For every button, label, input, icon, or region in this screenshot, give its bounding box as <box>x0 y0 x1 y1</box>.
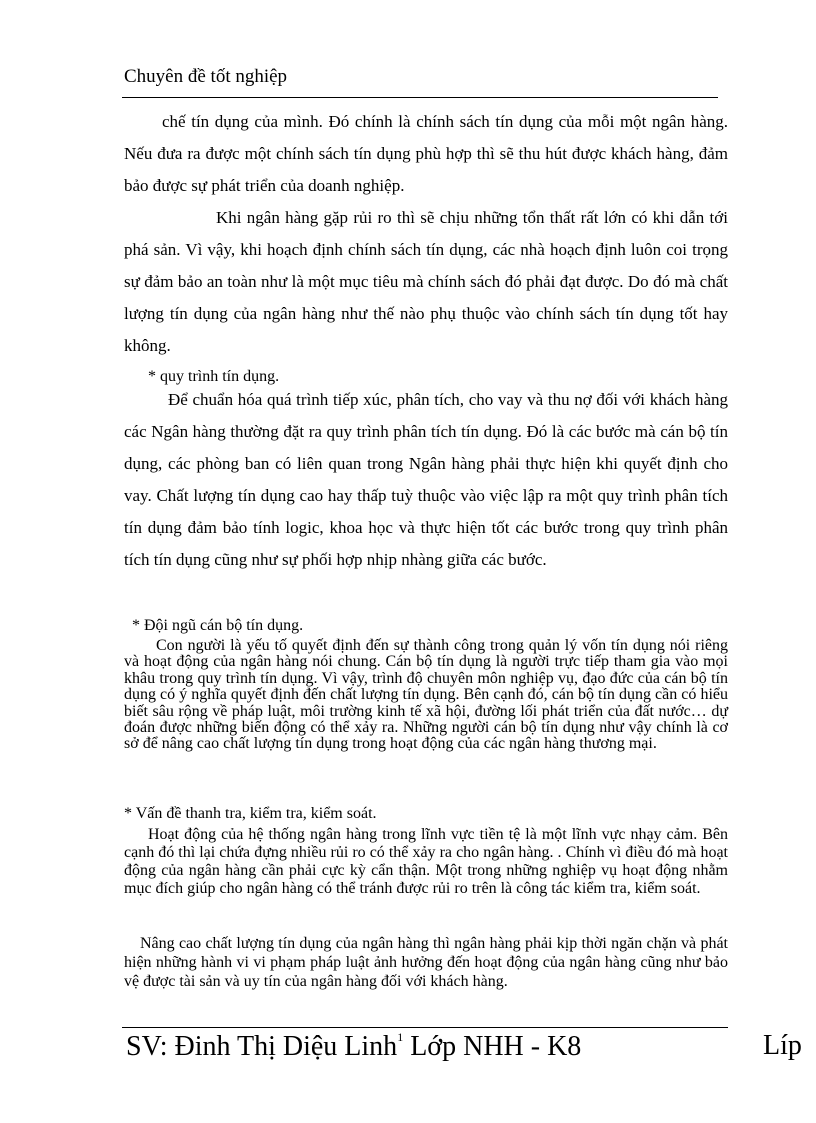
paragraph-5: Hoạt động của hệ thống ngân hàng trong lĩnh vực tiền tệ là một lĩnh vực nhạy cảm. Bên cạnh đó thì lại chứa đựng nhiều rủi ro có thể xảy ra cho ngân hàng. . Chính vì điều đó mà hoạt động của ngân hàng cần phải cực kỳ cẩn thận. Một trong những nghiệp vụ hoạt động nhằm mục đích giúp cho ngân hàng có thể tránh được rủi ro trên là công tác kiểm tra, kiểm soát. <box>124 826 728 897</box>
paragraph-2: Khi ngân hàng gặp rủi ro thì sẽ chịu những tổn thất rất lớn có khi dẫn tới phá sản. Vì vậy, khi hoạch định chính sách tín dụng, các nhà hoạch định luôn coi trọng sự đảm bảo an toàn như là một mục tiêu mà chính sách đó phải đạt được. Do đó mà chất lượng tín dụng của ngân hàng như thế nào phụ thuộc vào chính sách tín dụng tốt hay không. <box>124 208 728 355</box>
page-header-title: Chuyên đề tốt nghiệp <box>124 66 288 87</box>
paragraph-4: Con người là yếu tố quyết định đến sự thành công trong quản lý vốn tín dụng nói riêng và hoạt động của ngân hàng nói chung. Cán bộ tín dụng là người trực tiếp tham gia vào mọi khâu trong quy trình tín dụng. Vì vậy, trình độ chuyên môn nghiệp vụ, đạo đức của cán bộ tín dụng có ý nghĩa quyết định đến chất lượng tín dụng. Bên cạnh đó, cán bộ tín dụng cần có hiểu biết sâu rộng về pháp luật, môi trường kinh tế xã hội, đường lối phát triển của đất nước… dự đoán được những biến động có thể xảy ra. Những người cán bộ tín dụng như vậy chính là cơ sở để nâng cao chất lượng tín dụng trong hoạt động của các ngân hàng thương mại. <box>124 637 728 753</box>
footer-rule <box>122 1027 728 1028</box>
footer-right-text: Líp <box>763 1030 802 1061</box>
footer-student-class <box>126 1030 581 1063</box>
section-heading-credit-staff: * Đội ngũ cán bộ tín dụng. <box>132 617 304 634</box>
footer-class-name: Lớp NHH - K8 <box>410 1031 582 1062</box>
footer-student-name: SV: Đinh Thị Diệu Linh <box>126 1031 398 1062</box>
section-heading-inspection: * Vấn đề thanh tra, kiểm tra, kiểm soát. <box>124 805 377 822</box>
paragraph-6: Nâng cao chất lượng tín dụng của ngân hàng thì ngân hàng phải kịp thời ngăn chặn và phát hiện những hành vi vi phạm pháp luật ảnh hưởng đến hoạt động của ngân hàng cũng như bảo vệ được tài sản và uy tín của ngân hàng đối với khách hàng. <box>124 935 728 990</box>
header-rule <box>122 97 718 98</box>
paragraph-1: chế tín dụng của mình. Đó chính là chính sách tín dụng của mỗi một ngân hàng. Nếu đưa ra được một chính sách tín dụng phù hợp thì sẽ thu hút được khách hàng, đảm bảo được sự phát triển của doanh nghiệp. <box>124 112 728 195</box>
section-heading-credit-process: * quy trình tín dụng. <box>148 368 280 385</box>
paragraph-3: Để chuẩn hóa quá trình tiếp xúc, phân tích, cho vay và thu nợ đối với khách hàng các Ngân hàng thường đặt ra quy trình phân tích tín dụng. Đó là các bước mà cán bộ tín dụng, các phòng ban có liên quan trong Ngân hàng phải thực hiện khi quyết định cho vay. Chất lượng tín dụng cao hay thấp tuỳ thuộc vào việc lập ra một quy trình phân tích tín dụng đảm bảo tính logic, khoa học và thực hiện tốt các bước trong quy trình phân tích tín dụng cũng như sự phối hợp nhịp nhàng giữa các bước. <box>124 390 728 569</box>
footer-page-number: 1 <box>397 1030 404 1044</box>
